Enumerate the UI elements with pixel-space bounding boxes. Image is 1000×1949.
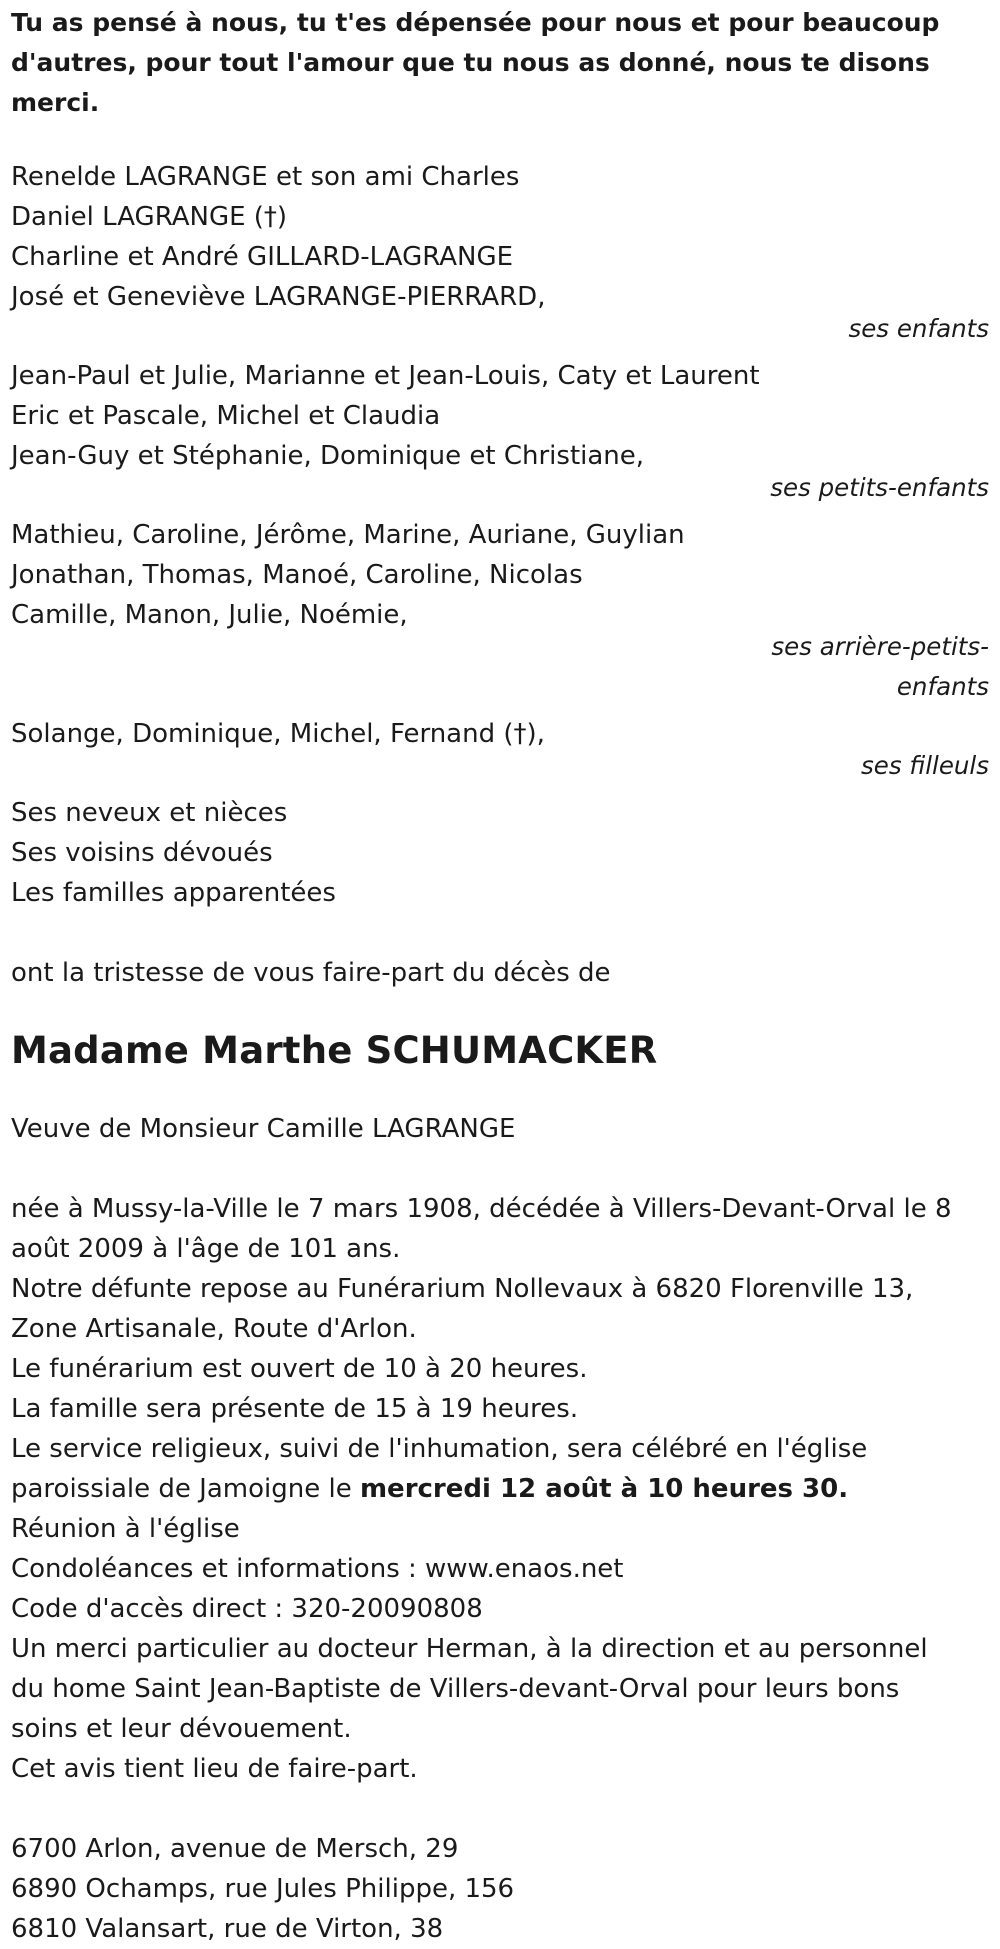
- family-line: Mathieu, Caroline, Jérôme, Marine, Auriane, Guylian: [11, 520, 685, 550]
- address-line: 6700 Arlon, avenue de Mersch, 29: [11, 1834, 459, 1864]
- family-line: Jean-Guy et Stéphanie, Dominique et Christiane,: [11, 441, 645, 471]
- family-line: Solange, Dominique, Michel, Fernand (†),: [11, 719, 545, 749]
- detail-line: Le service religieux, suivi de l'inhumation, sera célébré en l'église: [11, 1434, 868, 1464]
- role-label: enfants: [896, 672, 989, 701]
- widow-of-text: Veuve de Monsieur Camille LAGRANGE: [11, 1114, 516, 1144]
- detail-line: Notre défunte repose au Funérarium Nollevaux à 6820 Florenville 13,: [11, 1274, 914, 1304]
- service-date-bold: mercredi 12 août à 10 heures 30.: [359, 1474, 849, 1504]
- detail-line: Zone Artisanale, Route d'Arlon.: [11, 1314, 417, 1344]
- family-line: Ses voisins dévoués: [11, 838, 273, 868]
- spacer: [11, 913, 989, 953]
- family-line: José et Geneviève LAGRANGE-PIERRARD,: [11, 282, 546, 312]
- notice-line: Cet avis tient lieu de faire-part.: [11, 1754, 418, 1784]
- funeral-details: [11, 1189, 989, 1789]
- family-line: Les familles apparentées: [11, 878, 336, 908]
- thanks-line: soins et leur dévouement.: [11, 1714, 352, 1744]
- family-line: Renelde LAGRANGE et son ami Charles: [11, 162, 520, 192]
- spacer: [11, 1149, 989, 1189]
- spacer: [11, 993, 989, 1027]
- service-date-prefix: paroissiale de Jamoigne le: [11, 1474, 360, 1504]
- access-code-line: Code d'accès direct : 320-20090808: [11, 1594, 483, 1624]
- deceased-name: Madame Marthe SCHUMACKER: [11, 1029, 658, 1072]
- spacer: [11, 1789, 989, 1829]
- family-line: Charline et André GILLARD-LAGRANGE: [11, 242, 514, 272]
- role-label: ses arrière-petits-: [771, 632, 989, 661]
- children-group: [11, 157, 989, 349]
- family-line: Daniel LAGRANGE (†): [11, 202, 288, 232]
- addresses: [11, 1829, 989, 1949]
- address-line: 6810 Valansart, rue de Virton, 38: [11, 1914, 444, 1944]
- role-label: ses petits-enfants: [770, 473, 989, 502]
- family-line: Camille, Manon, Julie, Noémie,: [11, 600, 408, 630]
- spacer: [11, 1075, 989, 1109]
- service-date-line: [11, 1469, 989, 1509]
- role-label: ses filleuls: [860, 751, 989, 780]
- family-line: Jonathan, Thomas, Manoé, Caroline, Nicolas: [11, 560, 583, 590]
- intro-dedication: Tu as pensé à nous, tu t'es dépensée pour nous et pour beaucoup d'autres, pour tout l'amour que tu nous as donné, nous te disons merci.: [11, 8, 940, 117]
- family-line: Jean-Paul et Julie, Marianne et Jean-Louis, Caty et Laurent: [11, 361, 760, 391]
- thanks-line: du home Saint Jean-Baptiste de Villers-devant-Orval pour leurs bons: [11, 1674, 900, 1704]
- announcement-text: ont la tristesse de vous faire-part du décès de: [11, 958, 611, 988]
- spacer: [11, 123, 989, 157]
- others-group: [11, 793, 989, 913]
- family-line: Ses neveux et nièces: [11, 798, 288, 828]
- godchildren-group: [11, 714, 989, 786]
- thanks-line: Un merci particulier au docteur Herman, à la direction et au personnel: [11, 1634, 928, 1664]
- detail-line: Le funérarium est ouvert de 10 à 20 heures.: [11, 1354, 588, 1384]
- family-line: Eric et Pascale, Michel et Claudia: [11, 401, 441, 431]
- grandchildren-group: [11, 356, 989, 508]
- detail-line: août 2009 à l'âge de 101 ans.: [11, 1234, 401, 1264]
- detail-line: La famille sera présente de 15 à 19 heures.: [11, 1394, 579, 1424]
- condolences-line: Condoléances et informations : www.enaos.net: [11, 1554, 624, 1584]
- address-line: 6890 Ochamps, rue Jules Philippe, 156: [11, 1874, 515, 1904]
- detail-line: née à Mussy-la-Ville le 7 mars 1908, décédée à Villers-Devant-Orval le 8: [11, 1194, 952, 1224]
- detail-line: Réunion à l'église: [11, 1514, 240, 1544]
- great-grandchildren-group: [11, 515, 989, 707]
- obituary-notice: [11, 0, 989, 1949]
- role-label: ses enfants: [848, 314, 989, 343]
